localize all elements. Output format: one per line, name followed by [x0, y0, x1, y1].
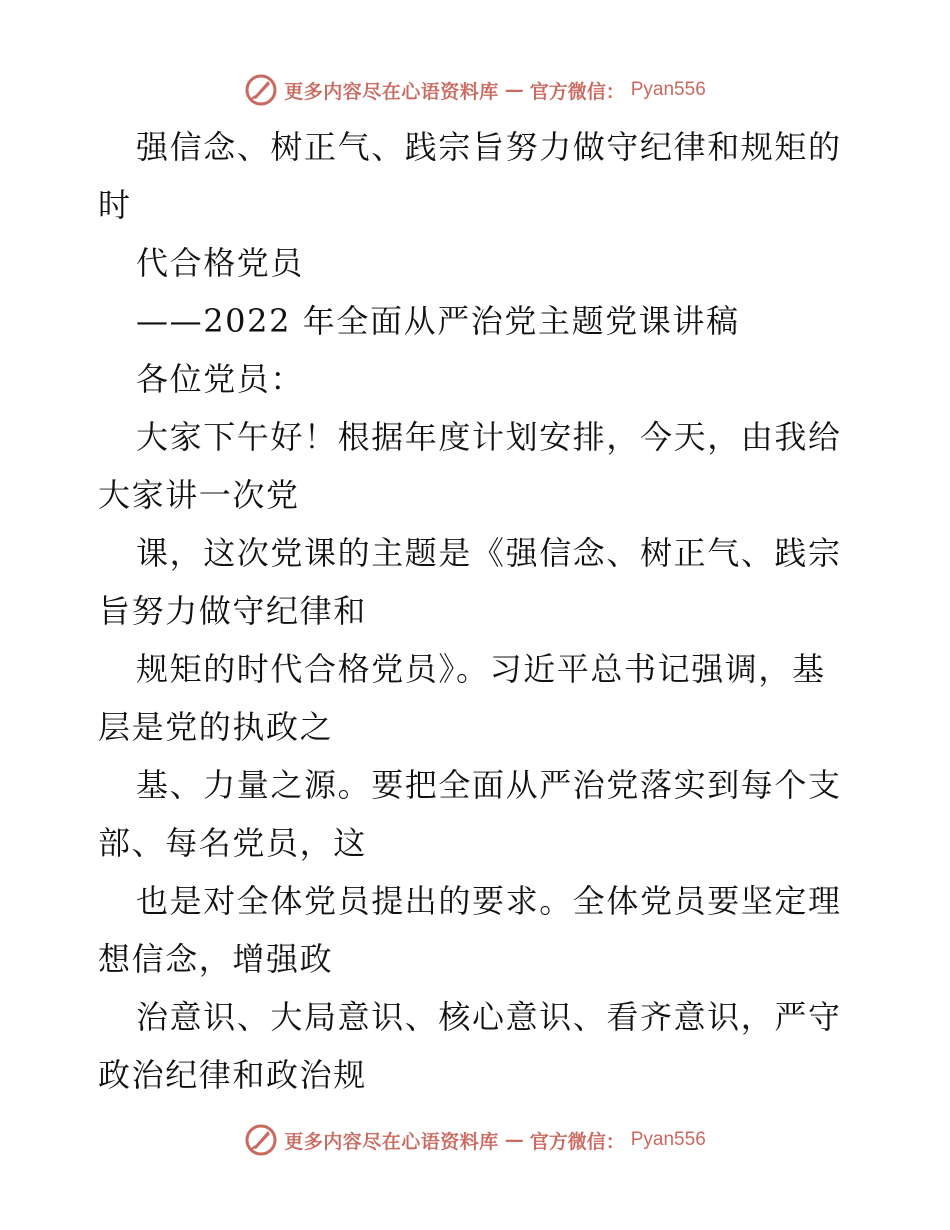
text-line: 时: [98, 186, 132, 224]
watermark-label: 官方微信：: [529, 80, 625, 103]
feather-logo-icon: [244, 73, 278, 107]
feather-logo-icon: [244, 1123, 278, 1157]
watermark-label: 官方微信：: [529, 1130, 625, 1153]
text-line: 治意识、大局意识、核心意识、看齐意识，严守: [136, 998, 842, 1036]
watermark-id: Pyan556: [630, 79, 706, 100]
text-line: ——2022 年全面从严治党主题党课讲稿: [136, 302, 740, 340]
footer-watermark: [0, 1120, 950, 1160]
watermark-separator: —: [504, 79, 524, 101]
text-line: 代合格党员: [136, 244, 305, 282]
text-line: 强信念、树正气、践宗旨努力做守纪律和规矩的: [136, 128, 842, 166]
text-line: 大家讲一次党: [98, 476, 300, 514]
text-line: 部、每名党员，这: [98, 824, 367, 862]
text-line: 各位党员：: [136, 360, 305, 398]
document-body: [98, 118, 858, 1104]
text-line: 政治纪律和政治规: [98, 1056, 367, 1094]
text-line: 大家下午好！根据年度计划安排，今天，由我给: [136, 418, 842, 456]
text-line: 课，这次党课的主题是《强信念、树正气、践宗: [136, 534, 842, 572]
watermark-separator: —: [504, 1129, 524, 1151]
watermark-id: Pyan556: [630, 1129, 706, 1150]
header-watermark: [0, 70, 950, 110]
text-line: 规矩的时代合格党员》。习近平总书记强调，基: [136, 650, 826, 688]
text-line: 也是对全体党员提出的要求。全体党员要坚定理: [136, 882, 842, 920]
text-line: 层是党的执政之: [98, 708, 334, 746]
watermark-text: 更多内容尽在心语资料库: [284, 1130, 499, 1153]
text-line: 旨努力做守纪律和: [98, 592, 367, 630]
watermark-text: 更多内容尽在心语资料库: [284, 80, 499, 103]
text-line: 基、力量之源。要把全面从严治党落实到每个支: [136, 766, 842, 804]
text-line: 想信念，增强政: [98, 940, 334, 978]
